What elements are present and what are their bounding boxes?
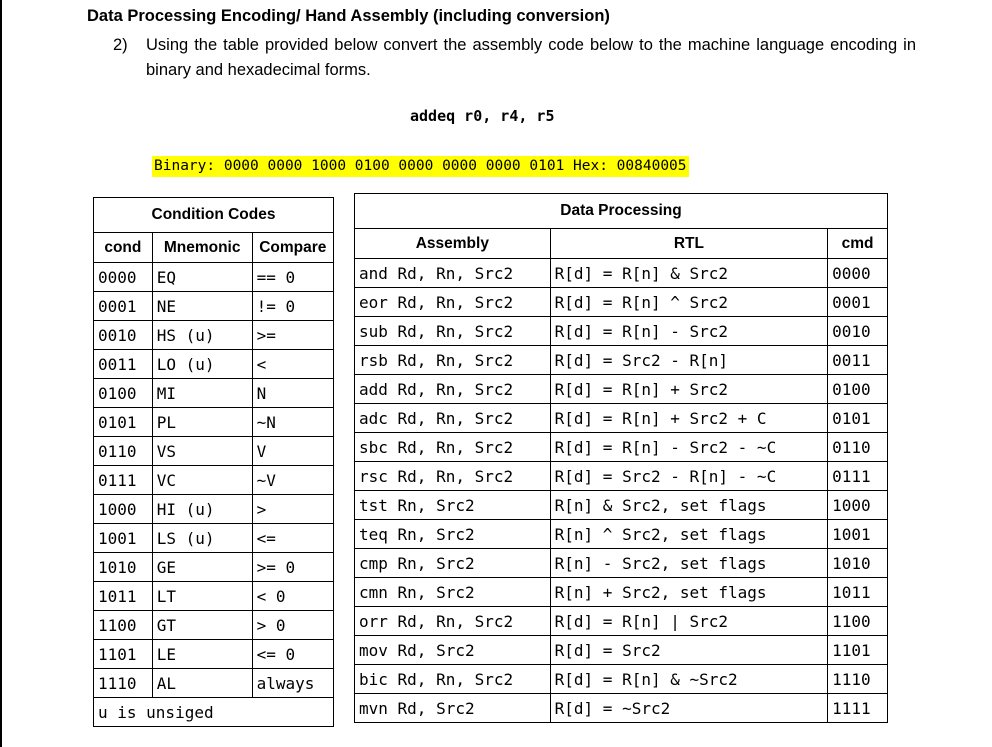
answer-highlight: Binary: 0000 0000 1000 0100 0000 0000 0000 0101 Hex: 00840005 (152, 156, 689, 177)
col-header-compare: Compare (252, 233, 333, 263)
compare-cell: > 0 (252, 611, 333, 640)
cmd-cell: 1010 (828, 549, 888, 578)
col-header-mnemonic: Mnemonic (152, 233, 252, 263)
table-row (355, 317, 888, 346)
assembly-cell: sbc Rd, Rn, Src2 (355, 433, 551, 462)
table-row (355, 259, 888, 288)
table-row (94, 524, 334, 553)
assembly-cell: sub Rd, Rn, Src2 (355, 317, 551, 346)
compare-cell: N (252, 379, 333, 408)
compare-cell: == 0 (252, 263, 333, 292)
condition-codes-title: Condition Codes (94, 198, 334, 233)
compare-cell: <= (252, 524, 333, 553)
page-left-border (0, 0, 2, 747)
cond-cell: 0010 (94, 321, 153, 350)
compare-cell: ~N (252, 408, 333, 437)
table-row (94, 292, 334, 321)
cond-cell: 0011 (94, 350, 153, 379)
rtl-cell: R[n] & Src2, set flags (550, 491, 827, 520)
assembly-cell: and Rd, Rn, Src2 (355, 259, 551, 288)
mnemonic-cell: AL (152, 669, 252, 698)
table-row (94, 437, 334, 466)
mnemonic-cell: LE (152, 640, 252, 669)
assembly-cell: cmp Rn, Src2 (355, 549, 551, 578)
assembly-instruction: addeq r0, r4, r5 (410, 107, 555, 125)
table-row (355, 607, 888, 636)
cond-cell: 0100 (94, 379, 153, 408)
cond-cell: 1100 (94, 611, 153, 640)
assembly-cell: orr Rd, Rn, Src2 (355, 607, 551, 636)
condition-codes-table (93, 197, 334, 727)
cond-cell: 1001 (94, 524, 153, 553)
rtl-cell: R[d] = R[n] + Src2 + C (550, 404, 827, 433)
compare-cell: V (252, 437, 333, 466)
rtl-cell: R[n] ^ Src2, set flags (550, 520, 827, 549)
rtl-cell: R[d] = Src2 - R[n] (550, 346, 827, 375)
rtl-cell: R[d] = R[n] - Src2 (550, 317, 827, 346)
table-row (94, 669, 334, 698)
table-row (355, 288, 888, 317)
mnemonic-cell: EQ (152, 263, 252, 292)
cond-cell: 1011 (94, 582, 153, 611)
col-header-cond: cond (94, 233, 153, 263)
table-row (94, 640, 334, 669)
mnemonic-cell: MI (152, 379, 252, 408)
assembly-cell: mov Rd, Src2 (355, 636, 551, 665)
compare-cell: ~V (252, 466, 333, 495)
compare-cell: != 0 (252, 292, 333, 321)
cmd-cell: 0011 (828, 346, 888, 375)
rtl-cell: R[d] = R[n] & ~Src2 (550, 665, 827, 694)
data-processing-rows (355, 259, 888, 723)
compare-cell: >= (252, 321, 333, 350)
mnemonic-cell: LS (u) (152, 524, 252, 553)
rtl-cell: R[d] = R[n] - Src2 - ~C (550, 433, 827, 462)
col-header-rtl: RTL (550, 229, 827, 259)
rtl-cell: R[n] - Src2, set flags (550, 549, 827, 578)
cmd-cell: 1000 (828, 491, 888, 520)
table-row (94, 611, 334, 640)
cmd-cell: 1011 (828, 578, 888, 607)
mnemonic-cell: LT (152, 582, 252, 611)
compare-cell: <= 0 (252, 640, 333, 669)
table-row (355, 665, 888, 694)
table-row (355, 404, 888, 433)
cond-cell: 0001 (94, 292, 153, 321)
compare-cell: < 0 (252, 582, 333, 611)
mnemonic-cell: GE (152, 553, 252, 582)
rtl-cell: R[d] = R[n] | Src2 (550, 607, 827, 636)
mnemonic-cell: PL (152, 408, 252, 437)
cond-cell: 1110 (94, 669, 153, 698)
assembly-cell: adc Rd, Rn, Src2 (355, 404, 551, 433)
table-row (355, 578, 888, 607)
mnemonic-cell: HS (u) (152, 321, 252, 350)
table-row (94, 553, 334, 582)
table-row (355, 549, 888, 578)
table-row (355, 433, 888, 462)
table-row (94, 379, 334, 408)
table-row (94, 321, 334, 350)
assembly-cell: rsc Rd, Rn, Src2 (355, 462, 551, 491)
cmd-cell: 0110 (828, 433, 888, 462)
compare-cell: always (252, 669, 333, 698)
mnemonic-cell: NE (152, 292, 252, 321)
cmd-cell: 0101 (828, 404, 888, 433)
cond-cell: 0110 (94, 437, 153, 466)
col-header-assembly: Assembly (355, 229, 551, 259)
rtl-cell: R[d] = ~Src2 (550, 694, 827, 723)
table-row (355, 520, 888, 549)
table-row (355, 346, 888, 375)
table-row (355, 636, 888, 665)
col-header-cmd: cmd (828, 229, 888, 259)
mnemonic-cell: VC (152, 466, 252, 495)
rtl-cell: R[d] = R[n] ^ Src2 (550, 288, 827, 317)
cmd-cell: 1001 (828, 520, 888, 549)
compare-cell: < (252, 350, 333, 379)
table-row (94, 466, 334, 495)
data-processing-table (354, 193, 888, 723)
data-processing-title: Data Processing (355, 194, 888, 229)
cmd-cell: 1100 (828, 607, 888, 636)
mnemonic-cell: HI (u) (152, 495, 252, 524)
mnemonic-cell: GT (152, 611, 252, 640)
cond-cell: 1101 (94, 640, 153, 669)
cond-cell: 0000 (94, 263, 153, 292)
rtl-cell: R[d] = Src2 (550, 636, 827, 665)
assembly-cell: teq Rn, Src2 (355, 520, 551, 549)
condition-codes-rows (94, 263, 334, 698)
table-row (94, 408, 334, 437)
mnemonic-cell: VS (152, 437, 252, 466)
cond-cell: 0111 (94, 466, 153, 495)
assembly-cell: cmn Rn, Src2 (355, 578, 551, 607)
assembly-cell: bic Rd, Rn, Src2 (355, 665, 551, 694)
cmd-cell: 0001 (828, 288, 888, 317)
assembly-cell: rsb Rd, Rn, Src2 (355, 346, 551, 375)
table-row (94, 263, 334, 292)
table-row (94, 350, 334, 379)
rtl-cell: R[d] = Src2 - R[n] - ~C (550, 462, 827, 491)
cmd-cell: 0100 (828, 375, 888, 404)
mnemonic-cell: LO (u) (152, 350, 252, 379)
compare-cell: > (252, 495, 333, 524)
rtl-cell: R[d] = R[n] & Src2 (550, 259, 827, 288)
assembly-cell: eor Rd, Rn, Src2 (355, 288, 551, 317)
assembly-cell: tst Rn, Src2 (355, 491, 551, 520)
cond-cell: 1000 (94, 495, 153, 524)
question-number: 2) (113, 36, 128, 54)
table-row (94, 582, 334, 611)
rtl-cell: R[n] + Src2, set flags (550, 578, 827, 607)
section-title: Data Processing Encoding/ Hand Assembly (including conversion) (87, 7, 610, 25)
cmd-cell: 0010 (828, 317, 888, 346)
cond-cell: 1010 (94, 553, 153, 582)
cond-cell: 0101 (94, 408, 153, 437)
cmd-cell: 1111 (828, 694, 888, 723)
cmd-cell: 0000 (828, 259, 888, 288)
question-text: Using the table provided below convert the assembly code below to the machine language encoding in binary and hexadecimal forms. (146, 36, 916, 79)
cmd-cell: 1110 (828, 665, 888, 694)
table-row (355, 375, 888, 404)
table-row (355, 462, 888, 491)
assembly-cell: add Rd, Rn, Src2 (355, 375, 551, 404)
assembly-cell: mvn Rd, Src2 (355, 694, 551, 723)
table-row (355, 694, 888, 723)
unsigned-note: u is unsiged (94, 698, 334, 727)
cmd-cell: 1101 (828, 636, 888, 665)
compare-cell: >= 0 (252, 553, 333, 582)
table-row (94, 495, 334, 524)
cmd-cell: 0111 (828, 462, 888, 491)
table-row (355, 491, 888, 520)
rtl-cell: R[d] = R[n] + Src2 (550, 375, 827, 404)
